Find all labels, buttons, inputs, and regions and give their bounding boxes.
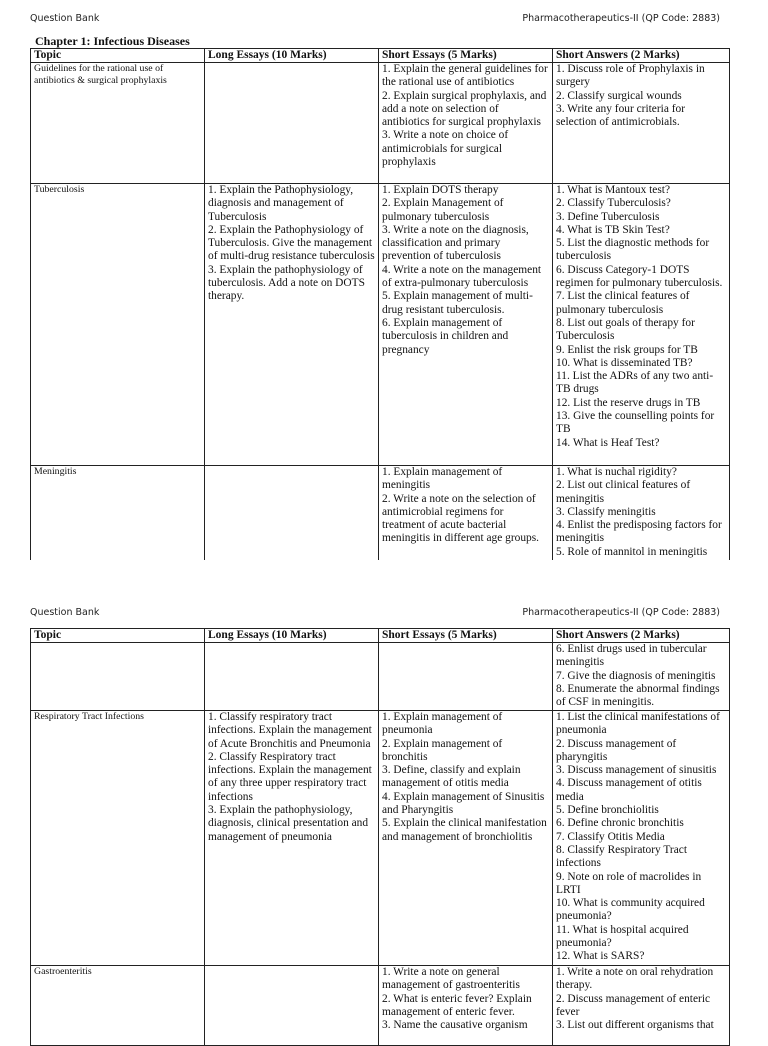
- list-item: 6. Define chronic bronchitis: [556, 817, 684, 830]
- list-item: 1. Write a note on oral rehydration therapy.: [556, 966, 714, 992]
- list-item: 4. Write a note on the management of extra-pulmonary tuberculosis: [382, 263, 542, 290]
- list-item: 4. Discuss management of otitis media: [556, 777, 702, 803]
- table-row: [31, 966, 730, 1046]
- header-right: Pharmacotherapeutics-II (QP Code: 2883): [522, 607, 720, 618]
- list-item: 10. What is disseminated TB?: [556, 356, 693, 369]
- list-item: 2. Explain surgical prophylaxis, and add a note on selection of antibiotics for surgical prophylaxis: [382, 89, 547, 129]
- list-item: 7. Classify Otitis Media: [556, 830, 665, 843]
- long-essays-cell: [205, 966, 379, 1046]
- list-item: 6. Explain management of tuberculosis in children and pregnancy: [382, 316, 509, 356]
- list-item: 6. Enlist drugs used in tubercular meningitis: [556, 643, 707, 669]
- page-header: [30, 13, 720, 24]
- list-item: 1. Explain management of meningitis: [382, 466, 503, 492]
- list-item: 2. Classify Tuberculosis?: [556, 197, 671, 210]
- short-answers-cell: [553, 63, 730, 184]
- topic-cell: Gastroenteritis: [31, 966, 205, 1046]
- topic-cell: Respiratory Tract Infections: [31, 711, 205, 966]
- table-row: [31, 643, 730, 711]
- list-item: 2. Explain the Pathophysiology of Tuberculosis. Give the management of multi-drug resistance tuberculosis: [208, 223, 375, 263]
- column-header-short-essays: Short Essays (5 Marks): [379, 49, 553, 63]
- list-item: 10. What is community acquired pneumonia?: [556, 897, 705, 923]
- list-item: 2. List out clinical features of meningitis: [556, 479, 691, 505]
- short-essays-cell: [379, 711, 553, 966]
- column-header-topic: Topic: [31, 629, 205, 643]
- header-left: Question Bank: [30, 607, 100, 618]
- column-header-long-essays: Long Essays (10 Marks): [205, 49, 379, 63]
- list-item: 3. Discuss management of sinusitis: [556, 764, 717, 777]
- column-header-short-answers: Short Answers (2 Marks): [553, 49, 730, 63]
- short-answers-cell: [553, 711, 730, 966]
- short-answers-cell: [553, 184, 730, 466]
- topic-cell: Meningitis: [31, 466, 205, 561]
- list-item: 9. Enlist the risk groups for TB: [556, 343, 698, 356]
- list-item: 4. Explain management of Sinusitis and Pharyngitis: [382, 790, 545, 817]
- list-item: 7. Give the diagnosis of meningitis: [556, 669, 716, 682]
- list-item: 3. Write any four criteria for selection of antimicrobials.: [556, 102, 686, 129]
- column-header-short-answers: Short Answers (2 Marks): [553, 629, 730, 643]
- list-item: 9. Note on role of macrolides in LRTI: [556, 870, 702, 896]
- list-item: 3. Explain the pathophysiology, diagnosis, clinical presentation and management of pneumonia: [208, 804, 369, 843]
- list-item: 4. What is TB Skin Test?: [556, 223, 670, 236]
- short-essays-cell: [379, 184, 553, 466]
- column-header-long-essays: Long Essays (10 Marks): [205, 629, 379, 643]
- list-item: 5. Explain management of multi-drug resistant tuberculosis.: [382, 290, 533, 316]
- list-item: 4. Enlist the predisposing factors for meningitis: [556, 519, 722, 545]
- table-row: [31, 466, 730, 561]
- list-item: 3. Write a note on the diagnosis, classification and primary prevention of tuberculosis: [382, 223, 529, 263]
- list-item: 2. Discuss management of enteric fever: [556, 992, 711, 1018]
- header-right: Pharmacotherapeutics-II (QP Code: 2883): [522, 13, 720, 24]
- list-item: 8. Classify Respiratory Tract infections: [556, 843, 687, 870]
- list-item: 12. List the reserve drugs in TB: [556, 396, 701, 409]
- list-item: 14. What is Heaf Test?: [556, 436, 660, 449]
- chapter-title: Chapter 1: Infectious Diseases: [35, 34, 190, 48]
- list-item: 1. Explain DOTS therapy: [382, 184, 499, 196]
- list-item: 1. Write a note on general management of gastroenteritis: [382, 966, 520, 992]
- question-table: [30, 48, 730, 561]
- table-row: [31, 711, 730, 966]
- list-item: 2. Write a note on the selection of antimicrobial regimens for treatment of acute bacterial meningitis in different age groups.: [382, 492, 540, 545]
- long-essays-cell: [205, 63, 379, 184]
- topic-cell: [31, 643, 205, 711]
- header-left: Question Bank: [30, 13, 100, 24]
- list-item: 5. Explain the clinical manifestation and management of bronchiolitis: [382, 817, 547, 843]
- list-item: 11. List the ADRs of any two anti-TB drugs: [556, 370, 714, 396]
- column-header-short-essays: Short Essays (5 Marks): [379, 629, 553, 643]
- list-item: 2. Explain Management of pulmonary tuberculosis: [382, 197, 504, 223]
- list-item: 2. What is enteric fever? Explain management of enteric fever.: [382, 992, 532, 1018]
- short-essays-cell: [379, 643, 553, 711]
- table-header-row: [31, 629, 730, 643]
- short-essays-cell: [379, 466, 553, 561]
- list-item: 1. What is Mantoux test?: [556, 184, 670, 196]
- list-item: 7. List the clinical features of pulmonary tuberculosis: [556, 290, 690, 316]
- list-item: 3. Classify meningitis: [556, 505, 656, 518]
- list-item: 8. Enumerate the abnormal findings of CSF in meningitis.: [556, 682, 720, 709]
- list-item: 1. Explain management of pneumonia: [382, 711, 503, 737]
- question-table: [30, 628, 730, 1046]
- list-item: 2. Classify Respiratory tract infections. Explain the management of any three upper respiratory tract infections: [208, 750, 372, 803]
- list-item: 6. Discuss Category-1 DOTS regimen for pulmonary tuberculosis.: [556, 263, 723, 290]
- list-item: 5. Role of mannitol in meningitis: [556, 545, 708, 558]
- list-item: 2. Discuss management of pharyngitis: [556, 737, 677, 763]
- list-item: 1. Explain the general guidelines for the rational use of antibiotics: [382, 63, 548, 89]
- page-header: [30, 607, 720, 618]
- long-essays-cell: [205, 711, 379, 966]
- document-page-2: [0, 600, 768, 1032]
- topic-cell: Guidelines for the rational use of antibiotics & surgical prophylaxis: [31, 63, 205, 184]
- long-essays-cell: [205, 184, 379, 466]
- list-item: 1. Classify respiratory tract infections. Explain the management of Acute Bronchitis and Pneumonia: [208, 711, 372, 750]
- list-item: 2. Explain management of bronchitis: [382, 737, 503, 763]
- page-separator: [0, 560, 768, 600]
- list-item: 1. Discuss role of Prophylaxis in surgery: [556, 63, 705, 89]
- list-item: 5. Define bronchiolitis: [556, 804, 659, 817]
- list-item: 1. What is nuchal rigidity?: [556, 466, 677, 478]
- list-item: 3. List out different organisms that: [556, 1019, 714, 1032]
- short-answers-cell: [553, 966, 730, 1046]
- short-essays-cell: [379, 63, 553, 184]
- short-answers-cell: [553, 643, 730, 711]
- list-item: 3. Write a note on choice of antimicrobials for surgical prophylaxis: [382, 129, 509, 169]
- list-item: 5. List the diagnostic methods for tuberculosis: [556, 237, 710, 263]
- list-item: 1. List the clinical manifestations of pneumonia: [556, 711, 720, 737]
- topic-cell: Tuberculosis: [31, 184, 205, 466]
- long-essays-cell: [205, 466, 379, 561]
- long-essays-cell: [205, 643, 379, 711]
- list-item: 13. Give the counselling points for TB: [556, 410, 715, 436]
- list-item: 8. List out goals of therapy for Tuberculosis: [556, 316, 695, 343]
- column-header-topic: Topic: [31, 49, 205, 63]
- table-row: [31, 63, 730, 184]
- list-item: 3. Define Tuberculosis: [556, 210, 660, 223]
- short-answers-cell: [553, 466, 730, 561]
- list-item: 3. Define, classify and explain management of otitis media: [382, 764, 521, 790]
- list-item: 3. Explain the pathophysiology of tuberculosis. Add a note on DOTS therapy.: [208, 263, 365, 303]
- short-essays-cell: [379, 966, 553, 1046]
- list-item: 2. Classify surgical wounds: [556, 89, 682, 102]
- list-item: 12. What is SARS?: [556, 950, 645, 963]
- list-item: 1. Explain the Pathophysiology, diagnosis and management of Tuberculosis: [208, 184, 354, 223]
- table-row: [31, 184, 730, 466]
- list-item: 3. Name the causative organism: [382, 1019, 528, 1032]
- list-item: 11. What is hospital acquired pneumonia?: [556, 923, 689, 950]
- table-header-row: [31, 49, 730, 63]
